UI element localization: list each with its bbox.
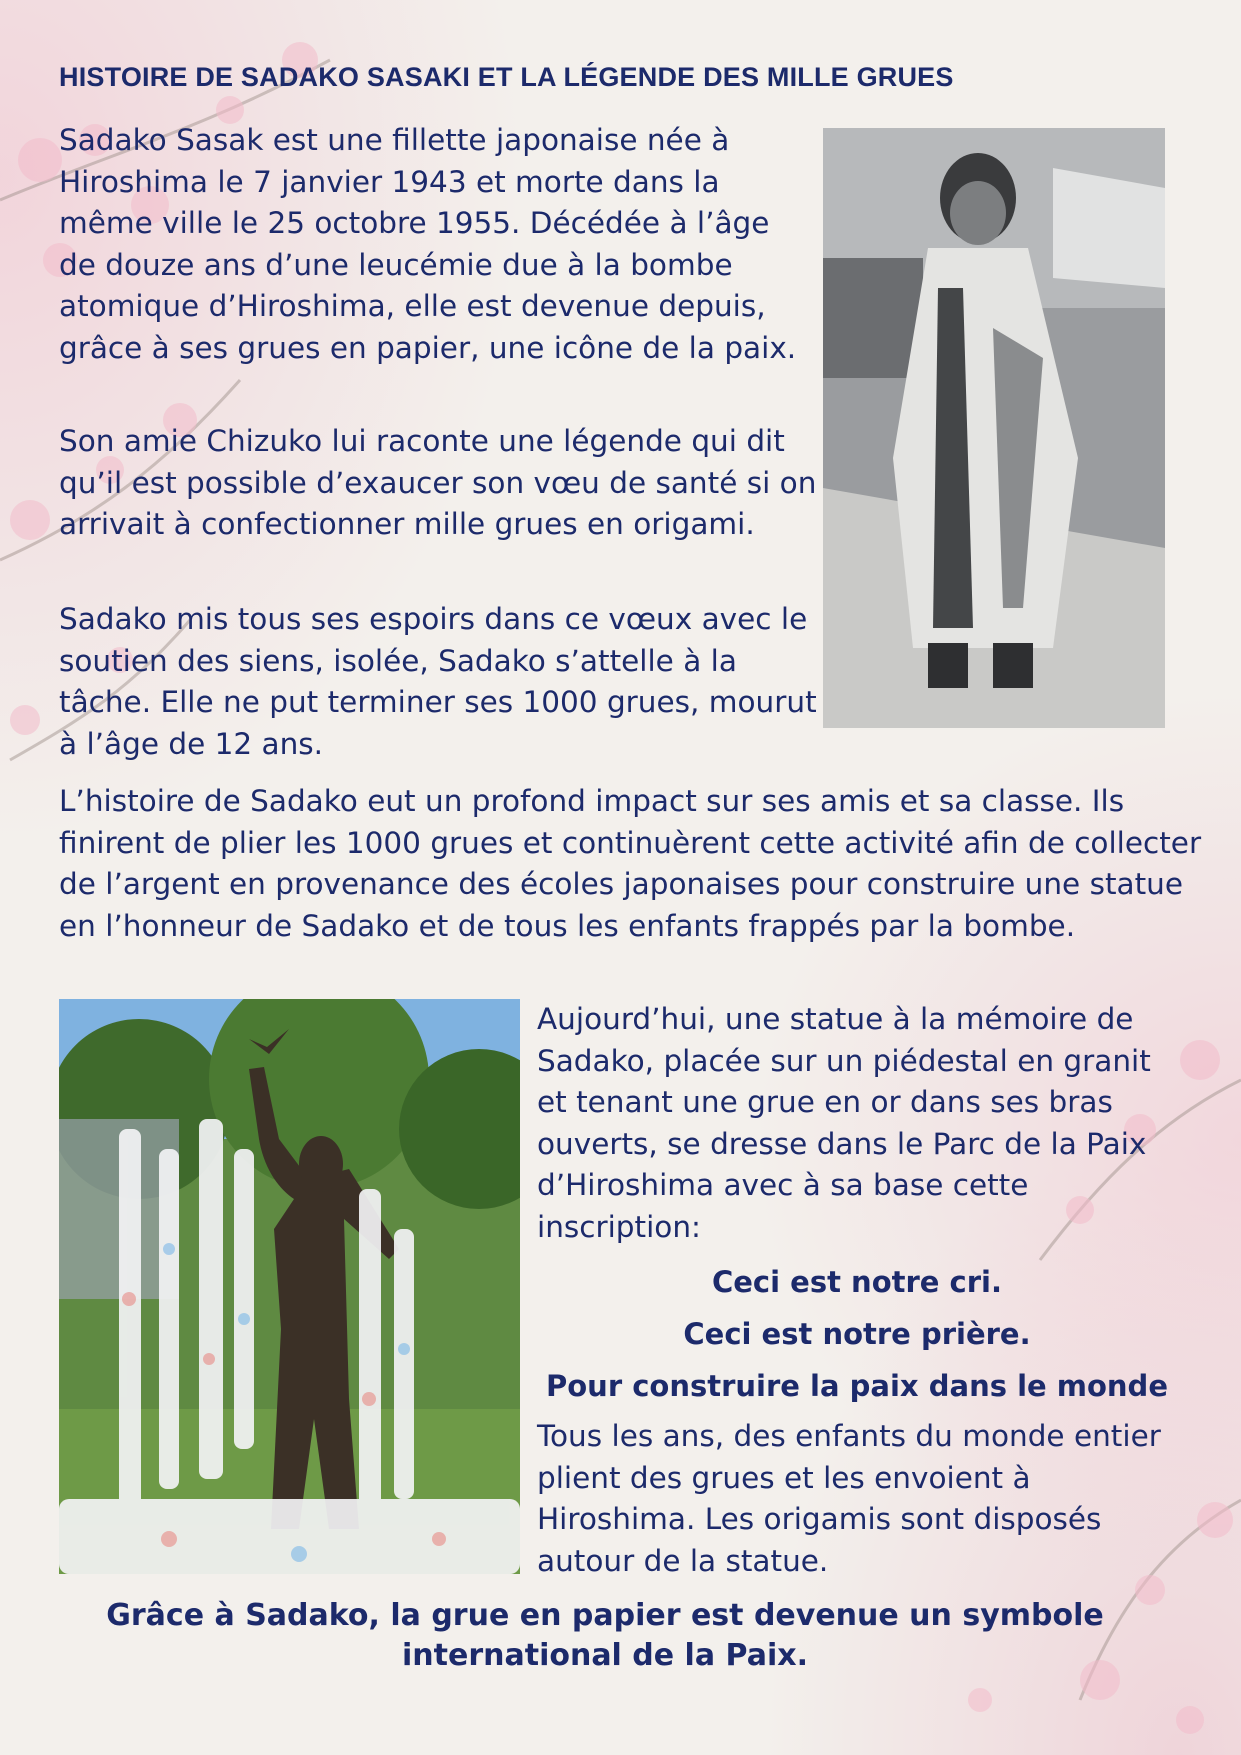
paragraph-biography: Sadako Sasak est une fillette japonaise née à Hiroshima le 7 janvier 1943 et morte dans la même ville le 25 octobre 1955. Décédée à l’âge de douze ans d’une leucémie due à la bombe atomique d’Hiroshima, elle est devenue depuis, grâce à ses grues en papier, une icône de la paix. bbox=[59, 123, 797, 365]
statue-with-paper-cranes-photo bbox=[59, 999, 520, 1574]
paragraph-statue: Aujourd’hui, une statue à la mémoire de Sadako, placée sur un piédestal en granit et tenant une grue en or dans ses bras ouverts, se dresse dans le Parc de la Paix d’Hiroshima avec à sa base cette inscription: bbox=[537, 1002, 1151, 1244]
paragraph-hope: Sadako mis tous ses espoirs dans ce vœux avec le soutien des siens, isolée, Sadako s’attelle à la tâche. Elle ne put terminer ses 1000 grues, mourut à l’âge de 12 ans. bbox=[59, 602, 817, 761]
inscription-line: Ceci est notre prière. bbox=[683, 1317, 1031, 1351]
paragraph-impact: L’histoire de Sadako eut un profond impact sur ses amis et sa classe. Ils finirent de plier les 1000 grues et continuèrent cette activité afin de collecter de l’argent en provenance des écoles japonaises pour construire une statue en l’honneur de Sadako et de tous les enfants frappés par la bombe. bbox=[59, 784, 1202, 943]
inscription-line: Ceci est notre cri. bbox=[711, 1265, 1002, 1299]
sadako-portrait-photo bbox=[823, 128, 1165, 728]
paragraph-cranes-every-year: Tous les ans, des enfants du monde entier plient des grues et les envoient à Hiroshima. Les origamis sont disposés autour de la statue. bbox=[537, 1419, 1161, 1578]
closing-statement: Grâce à Sadako, la grue en papier est devenue un symbole international de la Paix. bbox=[106, 1598, 1104, 1673]
paragraph-legend: Son amie Chizuko lui raconte une légende qui dit qu’il est possible d’exaucer son vœu de santé si on arrivait à confectionner mille grues en origami. bbox=[59, 424, 817, 541]
inscription bbox=[537, 1256, 1177, 1412]
inscription-line: Pour construire la paix dans le monde bbox=[546, 1369, 1168, 1403]
page-title: HISTOIRE DE SADAKO SASAKI ET LA LÉGENDE DES MILLE GRUES bbox=[59, 62, 954, 92]
